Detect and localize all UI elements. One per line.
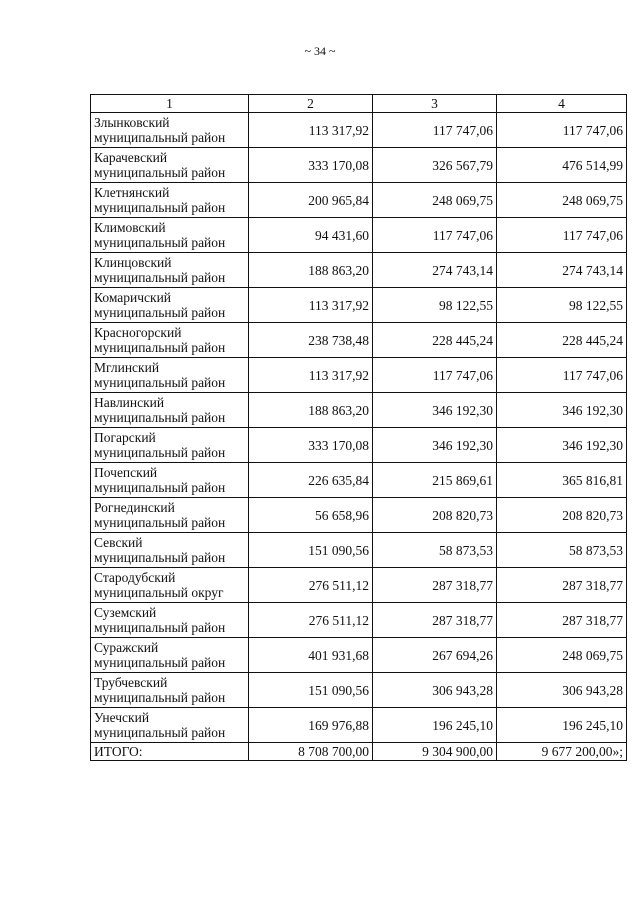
district-type: муниципальный район — [94, 305, 226, 320]
table-row — [91, 673, 627, 708]
value-col-3: 117 747,06 — [373, 218, 497, 253]
value-col-4: 248 069,75 — [497, 638, 627, 673]
district-name-cell — [91, 148, 249, 183]
value-col-3: 287 318,77 — [373, 568, 497, 603]
district-name: Унечский — [94, 710, 150, 725]
district-name-cell — [91, 463, 249, 498]
district-name-cell — [91, 253, 249, 288]
value-col-4: 346 192,30 — [497, 393, 627, 428]
district-name-cell — [91, 673, 249, 708]
value-col-2: 401 931,68 — [249, 638, 373, 673]
district-name: Клетнянский — [94, 185, 170, 200]
value-col-4: 274 743,14 — [497, 253, 627, 288]
value-col-2: 333 170,08 — [249, 148, 373, 183]
value-col-4: 476 514,99 — [497, 148, 627, 183]
district-name-cell — [91, 323, 249, 358]
value-col-2: 276 511,12 — [249, 568, 373, 603]
value-col-4: 117 747,06 — [497, 358, 627, 393]
value-col-2: 151 090,56 — [249, 673, 373, 708]
value-col-4: 196 245,10 — [497, 708, 627, 743]
value-col-4: 365 816,81 — [497, 463, 627, 498]
value-col-3: 208 820,73 — [373, 498, 497, 533]
header-row — [91, 95, 627, 113]
value-col-4: 117 747,06 — [497, 218, 627, 253]
district-type: муниципальный район — [94, 445, 226, 460]
district-type: муниципальный район — [94, 130, 226, 145]
table-row — [91, 533, 627, 568]
district-name-cell — [91, 533, 249, 568]
district-name-cell — [91, 568, 249, 603]
district-name-cell — [91, 218, 249, 253]
value-col-3: 346 192,30 — [373, 393, 497, 428]
value-col-3: 267 694,26 — [373, 638, 497, 673]
value-col-4: 287 318,77 — [497, 603, 627, 638]
district-name: Карачевский — [94, 150, 168, 165]
district-name: Мглинский — [94, 360, 160, 375]
table-row — [91, 498, 627, 533]
value-col-3: 117 747,06 — [373, 358, 497, 393]
table-row — [91, 358, 627, 393]
district-type: муниципальный район — [94, 480, 226, 495]
table-row — [91, 148, 627, 183]
table-row — [91, 568, 627, 603]
value-col-4: 346 192,30 — [497, 428, 627, 463]
page-number: ~ 34 ~ — [304, 44, 336, 58]
table-row — [91, 603, 627, 638]
value-col-2: 276 511,12 — [249, 603, 373, 638]
total-col-3: 9 304 900,00 — [373, 743, 497, 761]
value-col-4: 117 747,06 — [497, 113, 627, 148]
district-type: муниципальный район — [94, 515, 226, 530]
table-row — [91, 708, 627, 743]
value-col-2: 94 431,60 — [249, 218, 373, 253]
table-row — [91, 428, 627, 463]
table-row — [91, 323, 627, 358]
district-name-cell — [91, 183, 249, 218]
district-name-cell — [91, 358, 249, 393]
value-col-3: 98 122,55 — [373, 288, 497, 323]
value-col-2: 333 170,08 — [249, 428, 373, 463]
district-type: муниципальный район — [94, 235, 226, 250]
value-col-4: 58 873,53 — [497, 533, 627, 568]
table-row — [91, 183, 627, 218]
district-name: Комаричский — [94, 290, 172, 305]
district-name: Суземский — [94, 605, 157, 620]
value-col-3: 274 743,14 — [373, 253, 497, 288]
district-type: муниципальный район — [94, 340, 226, 355]
value-col-4: 228 445,24 — [497, 323, 627, 358]
value-col-3: 287 318,77 — [373, 603, 497, 638]
value-col-4: 287 318,77 — [497, 568, 627, 603]
district-name: Красногорский — [94, 325, 182, 340]
value-col-2: 238 738,48 — [249, 323, 373, 358]
value-col-4: 98 122,55 — [497, 288, 627, 323]
district-name: Климовский — [94, 220, 166, 235]
district-name: Суражский — [94, 640, 159, 655]
table-row — [91, 393, 627, 428]
district-name: Погарский — [94, 430, 156, 445]
value-col-3: 248 069,75 — [373, 183, 497, 218]
header-col-4: 4 — [497, 95, 627, 113]
total-col-2: 8 708 700,00 — [249, 743, 373, 761]
district-type: муниципальный район — [94, 200, 226, 215]
total-col-4: 9 677 200,00»; — [497, 743, 627, 761]
district-name-cell — [91, 393, 249, 428]
district-type: муниципальный район — [94, 375, 226, 390]
total-row — [91, 743, 627, 761]
value-col-2: 113 317,92 — [249, 113, 373, 148]
district-type: муниципальный район — [94, 725, 226, 740]
value-col-3: 196 245,10 — [373, 708, 497, 743]
value-col-2: 113 317,92 — [249, 288, 373, 323]
value-col-3: 306 943,28 — [373, 673, 497, 708]
district-name-cell — [91, 603, 249, 638]
district-name-cell — [91, 498, 249, 533]
value-col-2: 188 863,20 — [249, 253, 373, 288]
district-type: муниципальный район — [94, 655, 226, 670]
value-col-3: 228 445,24 — [373, 323, 497, 358]
value-col-2: 56 658,96 — [249, 498, 373, 533]
value-col-2: 113 317,92 — [249, 358, 373, 393]
table-row — [91, 463, 627, 498]
value-col-2: 151 090,56 — [249, 533, 373, 568]
table-row — [91, 218, 627, 253]
district-name-cell — [91, 638, 249, 673]
table-row — [91, 638, 627, 673]
header-col-2: 2 — [249, 95, 373, 113]
value-col-2: 200 965,84 — [249, 183, 373, 218]
district-type: муниципальный район — [94, 270, 226, 285]
value-col-3: 215 869,61 — [373, 463, 497, 498]
header-col-3: 3 — [373, 95, 497, 113]
value-col-2: 226 635,84 — [249, 463, 373, 498]
district-type: муниципальный округ — [94, 585, 224, 600]
district-name: Рогнединский — [94, 500, 175, 515]
table-row — [91, 113, 627, 148]
district-type: муниципальный район — [94, 620, 226, 635]
district-name: Навлинский — [94, 395, 165, 410]
value-col-2: 169 976,88 — [249, 708, 373, 743]
table-row — [91, 253, 627, 288]
district-type: муниципальный район — [94, 165, 226, 180]
district-name-cell — [91, 113, 249, 148]
budget-table — [90, 94, 627, 761]
table-row — [91, 288, 627, 323]
value-col-4: 248 069,75 — [497, 183, 627, 218]
district-name: Стародубский — [94, 570, 176, 585]
value-col-4: 306 943,28 — [497, 673, 627, 708]
district-name-cell — [91, 288, 249, 323]
total-label: ИТОГО: — [91, 743, 249, 761]
district-name-cell — [91, 428, 249, 463]
header-col-1: 1 — [91, 95, 249, 113]
district-name: Трубчевский — [94, 675, 168, 690]
value-col-3: 346 192,30 — [373, 428, 497, 463]
district-name: Почепский — [94, 465, 158, 480]
district-name-cell — [91, 708, 249, 743]
value-col-2: 188 863,20 — [249, 393, 373, 428]
district-name: Злынковский — [94, 115, 170, 130]
value-col-4: 208 820,73 — [497, 498, 627, 533]
value-col-3: 117 747,06 — [373, 113, 497, 148]
value-col-3: 58 873,53 — [373, 533, 497, 568]
value-col-3: 326 567,79 — [373, 148, 497, 183]
district-type: муниципальный район — [94, 550, 226, 565]
district-name: Севский — [94, 535, 143, 550]
district-name: Клинцовский — [94, 255, 172, 270]
district-type: муниципальный район — [94, 410, 226, 425]
district-type: муниципальный район — [94, 690, 226, 705]
